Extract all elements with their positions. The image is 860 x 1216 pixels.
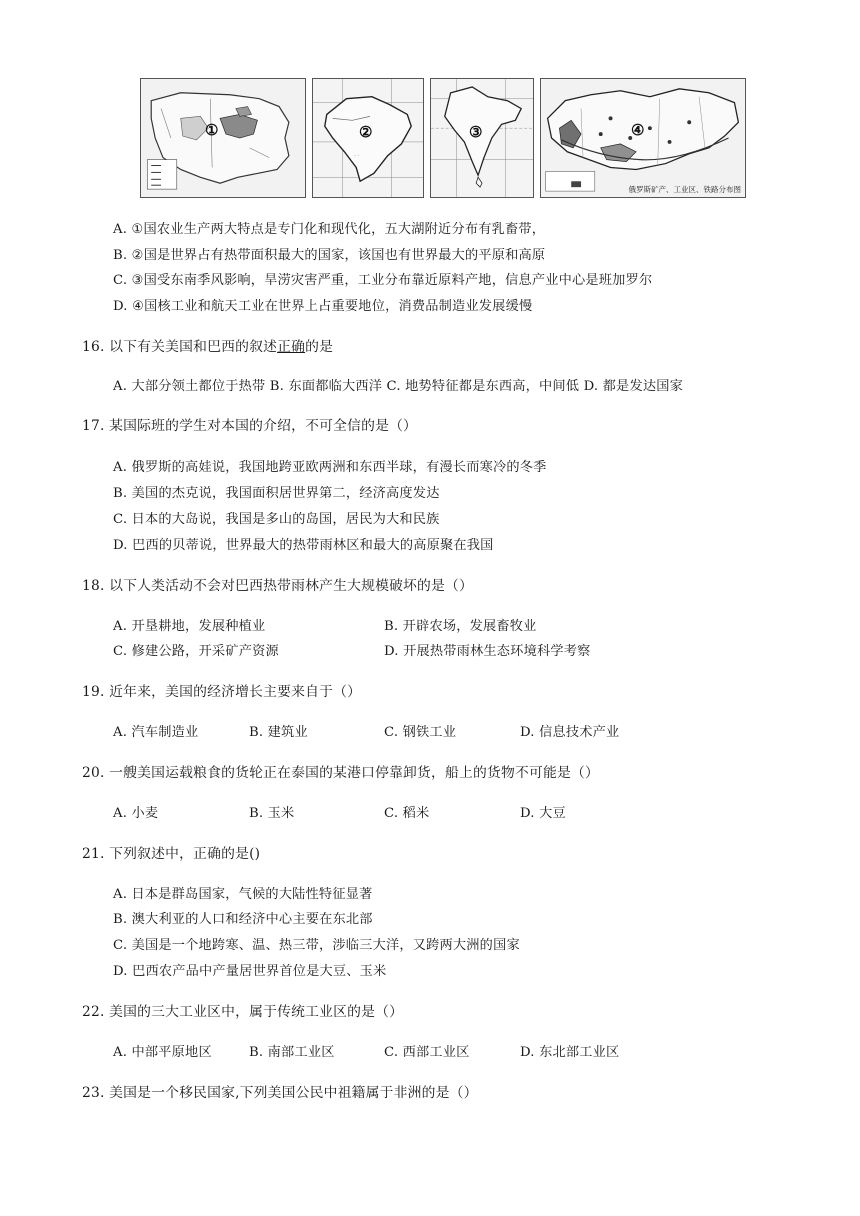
q18-option-b: B. 开辟农场，发展畜牧业	[384, 619, 537, 634]
russia-map	[540, 78, 746, 198]
q18-option-c: C. 修建公路，开采矿产资源	[113, 644, 279, 659]
india-map	[430, 78, 534, 198]
q22-option-c: C. 西部工业区	[384, 1045, 470, 1060]
usa-map-drawing	[141, 79, 305, 197]
q17-option-d: D. 巴西的贝蒂说，世界最大的热带雨林区和最大的高原聚在我国	[113, 538, 494, 553]
usa-map	[140, 78, 306, 198]
map-label-1: ①	[205, 121, 219, 139]
q20-option-a: A. 小麦	[113, 806, 159, 821]
q19-option-d: D. 信息技术产业	[520, 725, 620, 740]
q21-stem: 21. 下列叙述中，正确的是()	[82, 846, 261, 862]
q18-stem: 18. 以下人类活动不会对巴西热带雨林产生大规模破坏的是（）	[82, 578, 474, 594]
q17-stem: 17. 某国际班的学生对本国的介绍，不可全信的是（）	[82, 418, 418, 434]
q17-option-c: C. 日本的大岛说，我国是多山的岛国，居民为大和民族	[113, 512, 440, 527]
q22-option-a: A. 中部平原地区	[113, 1045, 212, 1060]
q16-options: A. 大部分领土都位于热带 B. 东面都临大西洋 C. 地势特征都是东西高，中间低 D. 都是发达国家	[113, 379, 683, 394]
svg-text:. .: . .	[354, 151, 359, 158]
q21-option-a: A. 日本是群岛国家，气候的大陆性特征显著	[113, 887, 373, 902]
q23-stem: 23. 美国是一个移民国家,下列美国公民中祖籍属于非洲的是（）	[82, 1085, 478, 1101]
q16-stem-underlined: 正确	[277, 339, 306, 355]
map-label-2: ②	[359, 123, 373, 141]
q17-option-b: B. 美国的杰克说，我国面积居世界第二，经济高度发达	[113, 486, 440, 501]
q20-stem: 20. 一艘美国运载粮食的货轮正在泰国的某港口停靠卸货，船上的货物不可能是（）	[82, 765, 600, 781]
map-label-4: ④	[631, 121, 645, 139]
q18-option-d: D. 开展热带雨林生态环境科学考察	[384, 644, 591, 659]
q18-option-a: A. 开垦耕地，发展种植业	[113, 619, 266, 634]
q17-option-a: A. 俄罗斯的高娃说，我国地跨亚欧两洲和东西半球，有漫长而寒冷的冬季	[113, 460, 547, 475]
q20-option-d: D. 大豆	[520, 806, 566, 821]
q20-option-c: C. 稻米	[384, 806, 430, 821]
q16-stem-post: 的是	[305, 339, 334, 355]
q19-option-b: B. 建筑业	[249, 725, 308, 740]
map-figure-strip	[140, 78, 760, 200]
q19-option-c: C. 钢铁工业	[384, 725, 457, 740]
q19-stem: 19. 近年来，美国的经济增长主要来自于（）	[82, 684, 362, 700]
q15-option-b: B. ②国是世界占有热带面积最大的国家，该国也有世界最大的平原和高原	[113, 248, 546, 263]
q21-option-d: D. 巴西农产品中产量居世界首位是大豆、玉米	[113, 964, 387, 979]
q22-stem: 22. 美国的三大工业区中，属于传统工业区的是（）	[82, 1004, 404, 1020]
q21-option-b: B. 澳大利亚的人口和经济中心主要在东北部	[113, 912, 373, 927]
q22-option-d: D. 东北部工业区	[520, 1045, 620, 1060]
q16-stem-pre: 16. 以下有关美国和巴西的叙述	[82, 339, 278, 355]
q19-option-a: A. 汽车制造业	[113, 725, 199, 740]
q20-option-b: B. 玉米	[249, 806, 295, 821]
q22-option-b: B. 南部工业区	[249, 1045, 335, 1060]
brazil-map	[312, 78, 424, 198]
q15-option-a: A. ①国农业生产两大特点是专门化和现代化，五大湖附近分布有乳畜带，	[113, 222, 546, 237]
q15-option-c: C. ③国受东南季风影响，旱涝灾害严重，工业分布靠近原料产地，信息产业中心是班加罗尔	[113, 273, 653, 288]
q16-stem	[82, 335, 333, 355]
russia-map-caption: 俄罗斯矿产、工业区、铁路分布图	[628, 185, 741, 194]
q21-option-c: C. 美国是一个地跨寒、温、热三带，涉临三大洋，又跨两大洲的国家	[113, 938, 520, 953]
map-label-3: ③	[469, 123, 483, 141]
q15-option-d: D. ④国核工业和航天工业在世界上占重要地位，消费品制造业发展缓慢	[113, 299, 533, 314]
